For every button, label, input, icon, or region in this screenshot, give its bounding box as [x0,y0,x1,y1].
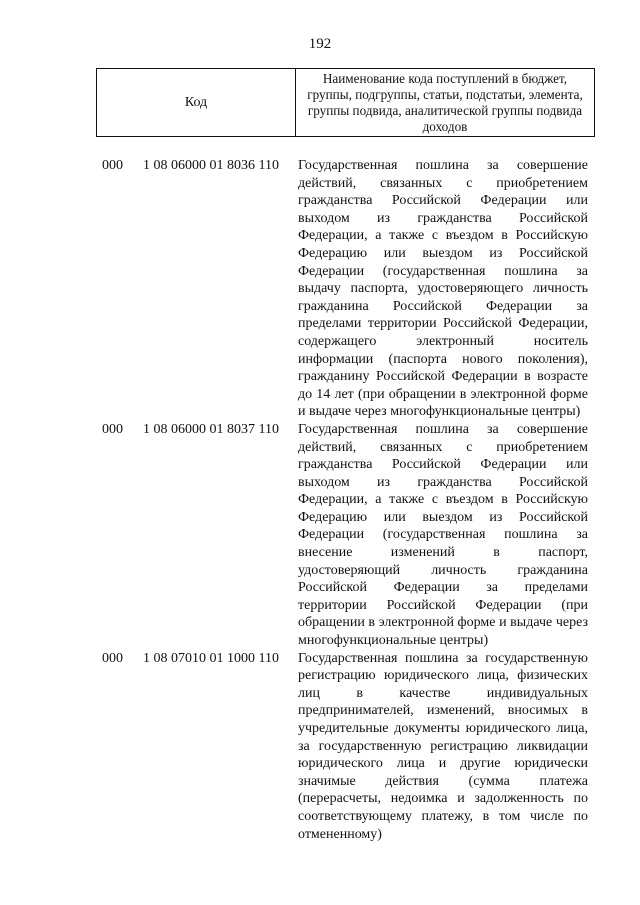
admin-code: 000 [102,421,123,437]
table-body [0,157,640,843]
header-code-column: Код [97,69,296,136]
revenue-description: Государственная пошлина за государственную регистрацию юридического лица, физических лиц в качестве индивидуальных предпринимателей, изменений, вносимых в учредительные документы юридического лица, за государственную регистрацию ликвидации юридического лица и другие юридически значимые действия (сумма платежа (перерасчеты, недоимка и задолженность по соответствующему платежу, в том числе по отмененному) [298,650,588,842]
table-row [0,421,640,650]
admin-code: 000 [102,650,123,666]
revenue-description: Государственная пошлина за совершение действий, связанных с приобретением гражданства Российской Федерации или выходом из гражданства Российской Федерации, а также с въездом в Российскую Федерацию или выездом из Российской Федерации (государственная пошлина за внесение изменений в паспорт, удостоверяющий личность гражданина Российской Федерации за пределами территории Российской Федерации (при обращении в электронной форме и выдаче через многофункциональные центры) [298,421,588,649]
budget-classification-code: 1 08 07010 01 1000 110 [143,650,279,666]
table-row [0,650,640,844]
budget-classification-code: 1 08 06000 01 8036 110 [143,158,279,173]
table-header [96,68,595,137]
table-row [0,157,640,421]
revenue-description: Государственная пошлина за совершение действий, связанных с приобретением гражданства Российской Федерации или выходом из гражданства Российской Федерации, а также с въездом в Российскую Федерацию или выездом из Российской Федерации (государственная пошлина за выдачу паспорта, удостоверяющего личность гражданина Российской Федерации за пределами территории Российской Федерации, содержащего электронный носитель информации (паспорта нового поколения), гражданину Российской Федерации в возрасте до 14 лет (при обращении в электронной форме и выдаче через многофункциональные центры) [298,158,588,420]
page-number: 192 [308,36,332,52]
admin-code: 000 [102,158,123,173]
budget-classification-code: 1 08 06000 01 8037 110 [143,421,279,437]
header-name-column: Наименование кода поступлений в бюджет, группы, подгруппы, статьи, подстатьи, элемента, группы подвида, аналитической группы подвида доходов [307,70,583,134]
